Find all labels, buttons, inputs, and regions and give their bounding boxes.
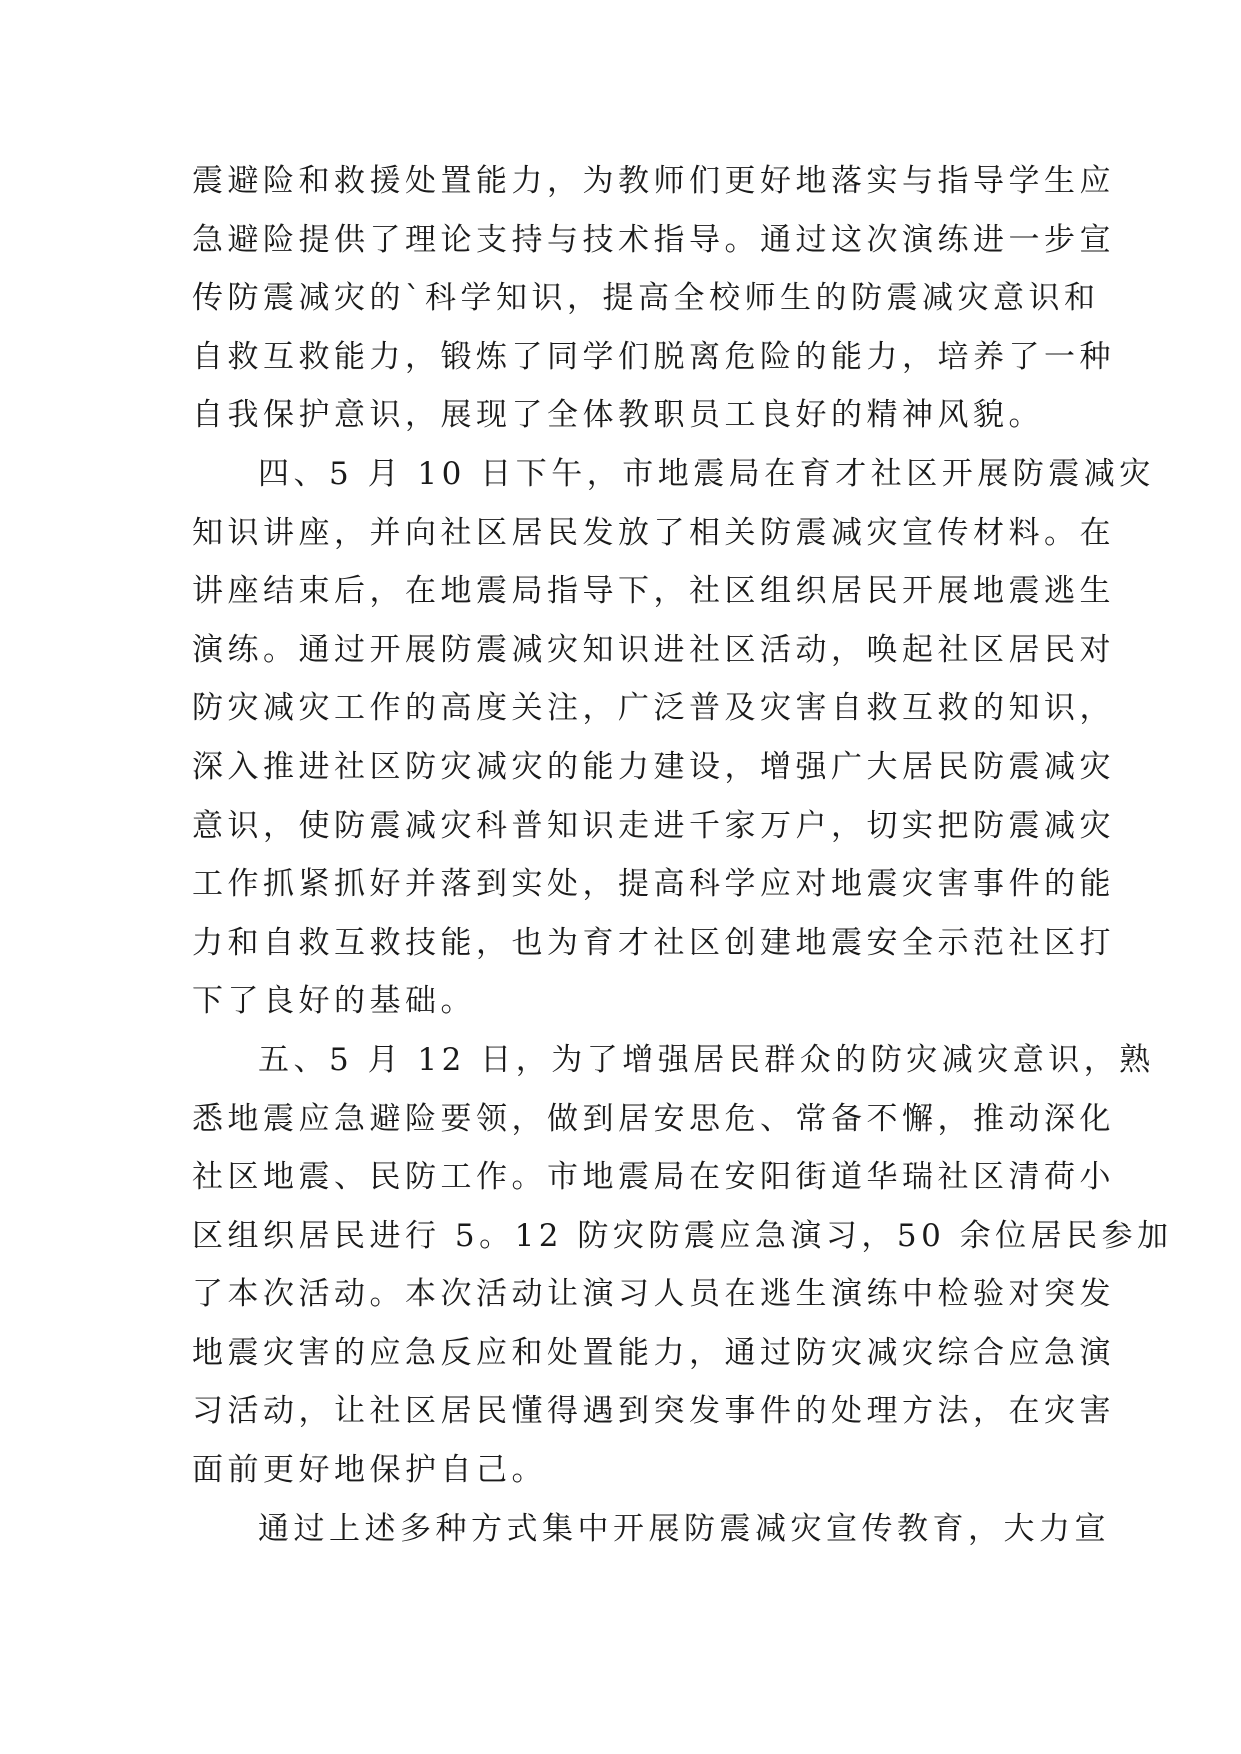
text-line: 震避险和救援处置能力，为教师们更好地落实与指导学生应 bbox=[192, 163, 1115, 199]
text-line: 深入推进社区防灾减灾的能力建设，增强广大居民防震减灾 bbox=[192, 748, 1115, 785]
text-line: 社区地震、民防工作。市地震局在安阳街道华瑞社区清荷小 bbox=[192, 1159, 1115, 1196]
text-line: 下了良好的基础。 bbox=[192, 983, 476, 1020]
text-line: 演练。通过开展防震减灾知识进社区活动，唤起社区居民对 bbox=[192, 631, 1115, 668]
body-text bbox=[192, 152, 1173, 1558]
text-line: 面前更好地保护自己。 bbox=[192, 1452, 547, 1489]
text-line: 力和自救互救技能，也为育才社区创建地震安全示范社区打 bbox=[192, 924, 1115, 961]
paragraph-first-line: 通过上述多种方式集中开展防震减灾宣传教育，大力宣 bbox=[258, 1510, 1110, 1547]
text-line: 意识，使防震减灾科普知识走进千家万户，切实把防震减灾 bbox=[192, 807, 1115, 844]
text-line: 自我保护意识，展现了全体教职员工良好的精神风貌。 bbox=[192, 397, 1044, 434]
paragraph-first-line: 五、5 月 12 日，为了增强居民群众的防灾减灾意识，熟 bbox=[258, 1041, 1155, 1078]
text-line: 急避险提供了理论支持与技术指导。通过这次演练进一步宣 bbox=[192, 221, 1115, 258]
text-line: 了本次活动。本次活动让演习人员在逃生演练中检验对突发 bbox=[192, 1276, 1115, 1313]
text-line: 习活动，让社区居民懂得遇到突发事件的处理方法，在灾害 bbox=[192, 1393, 1115, 1430]
text-line: 区组织居民进行 5。12 防灾防震应急演习，50 余位居民参加 bbox=[192, 1217, 1173, 1254]
text-line: 传防震减灾的`科学知识，提高全校师生的防震减灾意识和 bbox=[192, 280, 1100, 317]
text-line: 自救互救能力，锻炼了同学们脱离危险的能力，培养了一种 bbox=[192, 338, 1115, 375]
text-line: 地震灾害的应急反应和处置能力，通过防灾减灾综合应急演 bbox=[192, 1334, 1115, 1371]
text-line: 知识讲座，并向社区居民发放了相关防震减灾宣传材料。在 bbox=[192, 514, 1115, 551]
text-line: 工作抓紧抓好并落到实处，提高科学应对地震灾害事件的能 bbox=[192, 866, 1115, 903]
text-line: 讲座结束后，在地震局指导下，社区组织居民开展地震逃生 bbox=[192, 573, 1115, 610]
text-line: 防灾减灾工作的高度关注，广泛普及灾害自救互救的知识， bbox=[192, 690, 1115, 727]
paragraph-first-line: 四、5 月 10 日下午，市地震局在育才社区开展防震减灾 bbox=[258, 455, 1155, 492]
text-line: 悉地震应急避险要领，做到居安思危、常备不懈，推动深化 bbox=[192, 1100, 1115, 1137]
